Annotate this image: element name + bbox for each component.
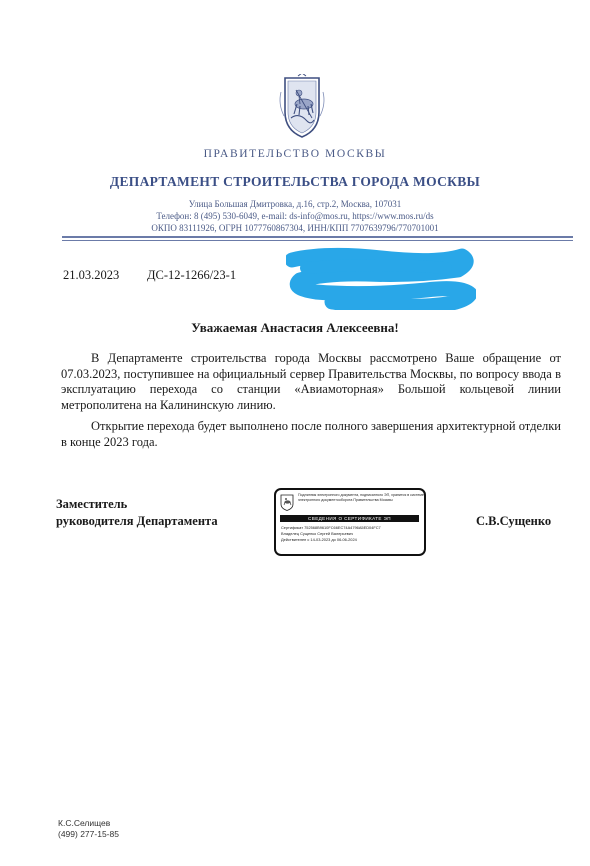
salutation: Уважаемая Анастасия Алексеевна! — [191, 320, 399, 335]
electronic-signature-stamp — [274, 488, 426, 556]
executor-name: К.С.Селищев — [58, 818, 111, 828]
stamp-certificate: Сертификат 752568B9610FC66EC74A4796A5ED04FC7 — [281, 525, 381, 530]
stamp-validity: Действителен с 14-03-2023 до 06-06-2024 — [281, 537, 357, 542]
redaction-scribble — [286, 246, 476, 310]
moscow-coat-of-arms-icon — [277, 74, 327, 140]
letter-paragraph: В Департаменте строительства города Москвы рассмотрено Ваше обращение от 07.03.2023, поступившее на официальный сервер Правительства Москвы, по вопросу ввода в эксплуатацию перехода со станции «Авиамоторная» Большой кольцевой линии метрополитена на Калининскую линию. — [61, 351, 561, 412]
stamp-header: СВЕДЕНИЯ О СЕРТИФИКАТЕ ЭП — [280, 515, 419, 522]
signer-title-continued: руководителя Департамента — [56, 514, 218, 528]
signer-name: С.В.Сущенко — [476, 514, 552, 528]
signer-title: Заместитель — [56, 497, 128, 511]
letterhead-divider-thin — [62, 240, 573, 241]
stamp-owner: Владелец Сущенко Сергей Валерьевич — [281, 531, 353, 536]
contacts-line: Телефон: 8 (495) 530-6049, e-mail: ds-info@mos.ru, https://www.mos.ru/ds — [156, 211, 434, 221]
letter-paragraph: Открытие перехода будет выполнено после полного завершения архитектурной отделки в конце 2023 года. — [61, 419, 561, 449]
document-number: ДС-12-1266/23-1 — [147, 268, 237, 282]
address-line: Улица Большая Дмитровка, д.16, стр.2, Москва, 107031 — [188, 199, 402, 209]
executor-phone: (499) 277-15-85 — [58, 829, 119, 839]
letterhead-divider — [62, 236, 573, 238]
document-date: 21.03.2023 — [63, 268, 120, 282]
moscow-coat-of-arms-icon — [280, 494, 294, 511]
government-title: ПРАВИТЕЛЬСТВО МОСКВЫ — [203, 148, 387, 160]
stamp-notice: Подлинник электронного документа, подписанного ЭП, хранится в системе электронного документооборота Правительства Москвы — [298, 493, 424, 502]
registration-line: ОКПО 83111926, ОГРН 1077760867304, ИНН/КПП 7707639796/770701001 — [151, 223, 439, 233]
department-title: ДЕПАРТАМЕНТ СТРОИТЕЛЬСТВА ГОРОДА МОСКВЫ — [109, 174, 481, 189]
